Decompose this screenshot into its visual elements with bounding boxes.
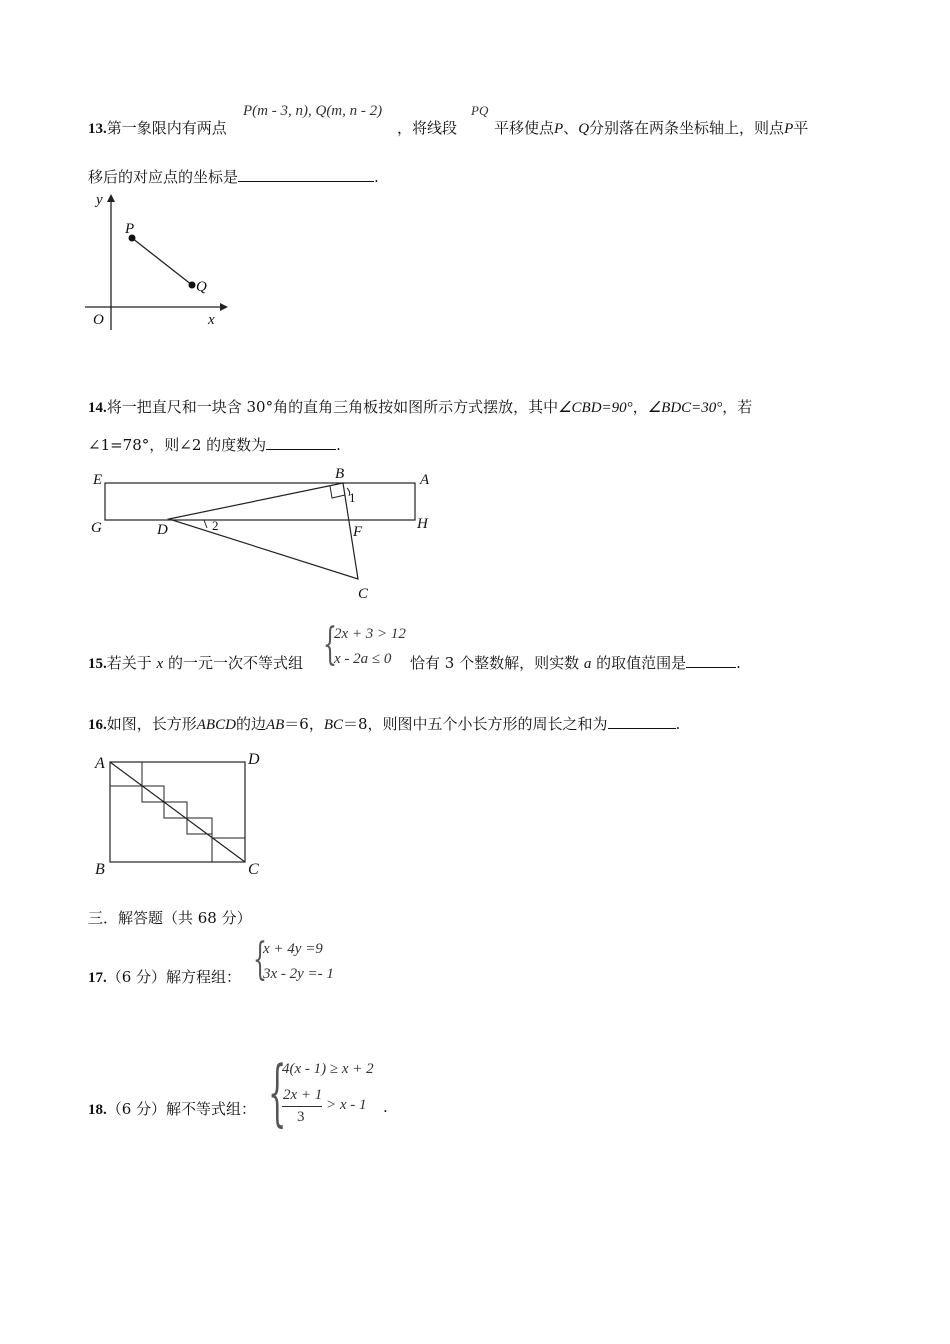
triangle [169, 483, 358, 579]
inequality-1: 2x + 3 > 12 [334, 626, 406, 642]
section-title: 三．解答题（共 68 分） [88, 909, 252, 927]
right-angle-mark [330, 486, 345, 498]
staircase [187, 818, 212, 834]
end-period: . [383, 1098, 388, 1116]
label-a: A [95, 755, 105, 772]
coordinate-figure [80, 190, 230, 335]
label-a: A [420, 472, 430, 488]
angle-2-mark [204, 520, 207, 528]
o-label: O [93, 312, 104, 328]
question-14-line2: ∠1=78°，则∠2 的度数为 . [88, 436, 341, 454]
inequality-1: 4(x - 1) ≥ x + 2 [282, 1061, 374, 1077]
equation-1: x + 4y =9 [263, 941, 323, 957]
system-brace: { [268, 1050, 287, 1134]
fraction-numerator: 2x + 1 [283, 1087, 323, 1103]
question-13 [88, 117, 227, 138]
y-axis-arrow [107, 194, 115, 202]
answer-blank[interactable] [238, 167, 374, 182]
ruler-triangle-figure [85, 462, 445, 602]
segment-label: PQ [471, 103, 489, 118]
label-e: E [93, 472, 103, 488]
label-b: B [95, 861, 105, 878]
label-d: D [157, 522, 168, 538]
label-1: 1 [349, 490, 356, 505]
question-15-text: 恰有 3 个整数解，则实数 a 的取值范围是 . [410, 654, 741, 672]
y-label: y [96, 192, 103, 208]
label-c: C [358, 586, 369, 602]
question-text: ，将线段 [397, 119, 458, 137]
x-axis-arrow [220, 303, 228, 311]
label-h: H [417, 516, 428, 532]
question-17: 17.（6 分）解方程组： [88, 968, 242, 986]
label-d: D [248, 751, 260, 768]
system-brace: { [323, 619, 337, 670]
question-number: 13. [88, 121, 107, 137]
x-label: x [208, 312, 215, 328]
point-q [189, 282, 196, 289]
question-15: 15.若关于 x 的一元一次不等式组 [88, 654, 304, 672]
diagonal-ac [110, 762, 245, 862]
segment-pq [132, 238, 192, 285]
answer-blank[interactable] [266, 435, 336, 450]
q-label: Q [196, 279, 207, 295]
label-g: G [91, 520, 102, 536]
question-18: 18.（6 分）解不等式组： [88, 1100, 257, 1118]
rectangle-figure [90, 748, 270, 878]
question-13-line2: 移后的对应点的坐标是 . [88, 168, 379, 186]
fraction-denominator: 3 [297, 1109, 305, 1125]
p-label: P [125, 221, 135, 237]
fraction-bar [282, 1106, 322, 1107]
answer-blank[interactable] [608, 714, 676, 729]
question-text: 第一象限内有两点 [106, 119, 227, 137]
equation-2: 3x - 2y =- 1 [263, 966, 334, 982]
label-f: F [353, 524, 363, 540]
label-2: 2 [212, 518, 219, 533]
question-14: 14.将一把直尺和一块含 30°角的直角三角板按如图所示方式摆放，其中∠CBD=90°，∠BDC=30°，若 [88, 398, 753, 416]
ruler [105, 483, 415, 520]
answer-blank[interactable] [686, 653, 736, 668]
label-b: B [335, 466, 345, 482]
inequality-2-rhs: > x - 1 [326, 1097, 367, 1113]
inequality-2: x - 2a ≤ 0 [334, 651, 392, 667]
label-c: C [248, 861, 259, 878]
system-brace: { [253, 934, 267, 985]
points-expression: P(m - 3, n), Q(m, n - 2) [243, 103, 383, 119]
question-13-text: 平移使点P、Q分别落在两条坐标轴上，则点P平 [494, 119, 809, 137]
question-16: 16.如图，长方形ABCD的边AB＝6，BC＝8，则图中五个小长方形的周长之和为 . [88, 715, 681, 733]
